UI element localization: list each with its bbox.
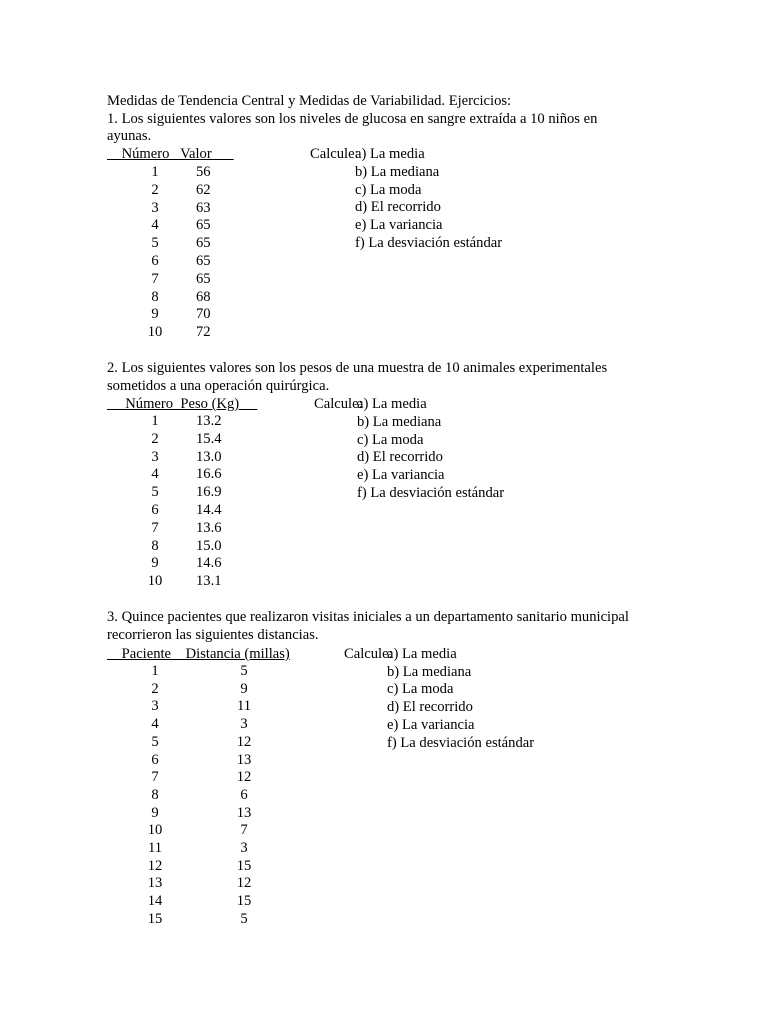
- row-number: 2: [151, 430, 159, 447]
- row-value: 65: [196, 235, 211, 252]
- row-value: 15.0: [196, 537, 222, 554]
- calc-item: e) La variancia: [387, 716, 475, 733]
- row-number: 15: [147, 910, 163, 927]
- row-value: 9: [240, 680, 248, 697]
- calc-item: d) El recorrido: [387, 699, 473, 716]
- row-number: 12: [147, 857, 163, 874]
- row-value: 11: [236, 698, 252, 715]
- row-value: 65: [196, 270, 211, 287]
- row-number: 10: [147, 822, 163, 839]
- row-number: 7: [151, 519, 159, 536]
- row-value: 15: [236, 893, 252, 910]
- exercise-3-calc-label: Calcule:: [344, 646, 393, 662]
- row-value: 13.0: [196, 448, 222, 465]
- row-value: 62: [196, 181, 211, 198]
- row-number: 8: [151, 537, 159, 554]
- row-value: 14.4: [196, 502, 222, 518]
- calc-item: d) El recorrido: [357, 449, 443, 466]
- calc-item: f) La desviación estándar: [355, 235, 503, 251]
- row-number: 7: [151, 769, 159, 786]
- row-number: 7: [151, 270, 159, 287]
- row-number: 4: [151, 217, 159, 234]
- row-value: 5: [240, 910, 248, 927]
- row-number: 8: [151, 288, 159, 305]
- row-value: 6: [240, 786, 248, 803]
- calc-item: a) La media: [355, 146, 425, 162]
- row-value: 13.6: [196, 519, 222, 536]
- row-number: 5: [151, 235, 159, 252]
- row-number: 10: [147, 573, 163, 590]
- calc-item: b) La mediana: [357, 413, 442, 430]
- row-value: 16.6: [196, 466, 222, 483]
- row-number: 4: [151, 716, 159, 733]
- row-number: 8: [151, 786, 159, 803]
- calc-item: e) La variancia: [357, 467, 445, 484]
- row-value: 16.9: [196, 484, 222, 501]
- row-number: 2: [151, 680, 159, 697]
- row-value: 68: [196, 288, 211, 305]
- row-value: 15.4: [196, 430, 222, 447]
- row-number: 11: [147, 840, 163, 856]
- exercise-2-calc-label: Calcule:: [314, 396, 363, 412]
- row-value: 65: [196, 253, 211, 269]
- row-value: 13.1: [196, 573, 222, 590]
- calc-item: a) La media: [387, 646, 457, 662]
- exercise-1-text-line-1: 1. Los siguientes valores son los niveles de glucosa en sangre extraída a 10 niños en: [107, 111, 598, 127]
- exercise-3-text-line-2: recorrieron las siguientes distancias.: [107, 627, 319, 643]
- document-title: Medidas de Tendencia Central y Medidas de Variabilidad. Ejercicios:: [107, 93, 512, 109]
- calc-item: b) La mediana: [355, 163, 440, 180]
- row-value: 63: [196, 199, 211, 216]
- exercise-2-text-line-1: 2. Los siguientes valores son los pesos de una muestra de 10 animales experimentales: [107, 360, 608, 376]
- row-number: 1: [151, 164, 159, 180]
- exercise-2-table-header: Número Peso (Kg): [107, 396, 258, 412]
- row-value: 12: [236, 769, 252, 786]
- row-value: 72: [196, 324, 211, 341]
- row-value: 13: [236, 804, 252, 821]
- row-number: 1: [151, 663, 159, 679]
- row-number: 3: [151, 199, 159, 216]
- exercise-2-text-line-2: sometidos a una operación quirúrgica.: [107, 378, 330, 394]
- row-value: 13: [236, 751, 252, 768]
- row-number: 6: [151, 751, 159, 768]
- calc-item: f) La desviación estándar: [387, 734, 535, 751]
- exercise-1-calc-label: Calcule:: [310, 146, 359, 162]
- exercise-1-text-line-2: ayunas.: [107, 128, 152, 144]
- row-value: 12: [236, 875, 252, 892]
- row-number: 1: [151, 413, 159, 429]
- exercise-1-table-header: Número Valor: [107, 146, 234, 162]
- row-value: 3: [240, 716, 248, 733]
- row-number: 6: [151, 502, 159, 518]
- row-number: 3: [151, 448, 159, 465]
- row-value: 15: [236, 857, 252, 874]
- calc-item: c) La moda: [387, 681, 454, 698]
- calc-item: c) La moda: [355, 181, 422, 198]
- row-value: 56: [196, 164, 211, 180]
- row-number: 5: [151, 484, 159, 501]
- calc-item: c) La moda: [357, 431, 424, 448]
- row-number: 9: [151, 555, 159, 572]
- calc-item: f) La desviación estándar: [357, 485, 505, 501]
- row-value: 7: [240, 822, 248, 839]
- calc-item: b) La mediana: [387, 663, 472, 680]
- calc-item: e) La variancia: [355, 217, 443, 234]
- row-number: 2: [151, 181, 159, 198]
- row-value: 12: [236, 733, 252, 750]
- row-value: 70: [196, 306, 211, 323]
- row-value: 14.6: [196, 555, 222, 572]
- row-number: 13: [147, 875, 163, 892]
- calc-item: d) El recorrido: [355, 199, 441, 216]
- exercise-3-text-line-1: 3. Quince pacientes que realizaron visitas iniciales a un departamento sanitario municipal: [107, 609, 629, 625]
- row-number: 9: [151, 804, 159, 821]
- row-number: 6: [151, 253, 159, 269]
- row-value: 3: [240, 840, 248, 856]
- row-number: 9: [151, 306, 159, 323]
- row-value: 13.2: [196, 413, 222, 429]
- row-value: 5: [240, 663, 248, 679]
- calc-item: a) La media: [357, 396, 427, 412]
- row-number: 4: [151, 466, 159, 483]
- row-value: 65: [196, 217, 211, 234]
- exercise-3-table-header: Paciente Distancia (millas): [107, 646, 290, 662]
- row-number: 14: [147, 893, 163, 910]
- row-number: 3: [151, 698, 159, 715]
- row-number: 5: [151, 733, 159, 750]
- row-number: 10: [147, 324, 163, 341]
